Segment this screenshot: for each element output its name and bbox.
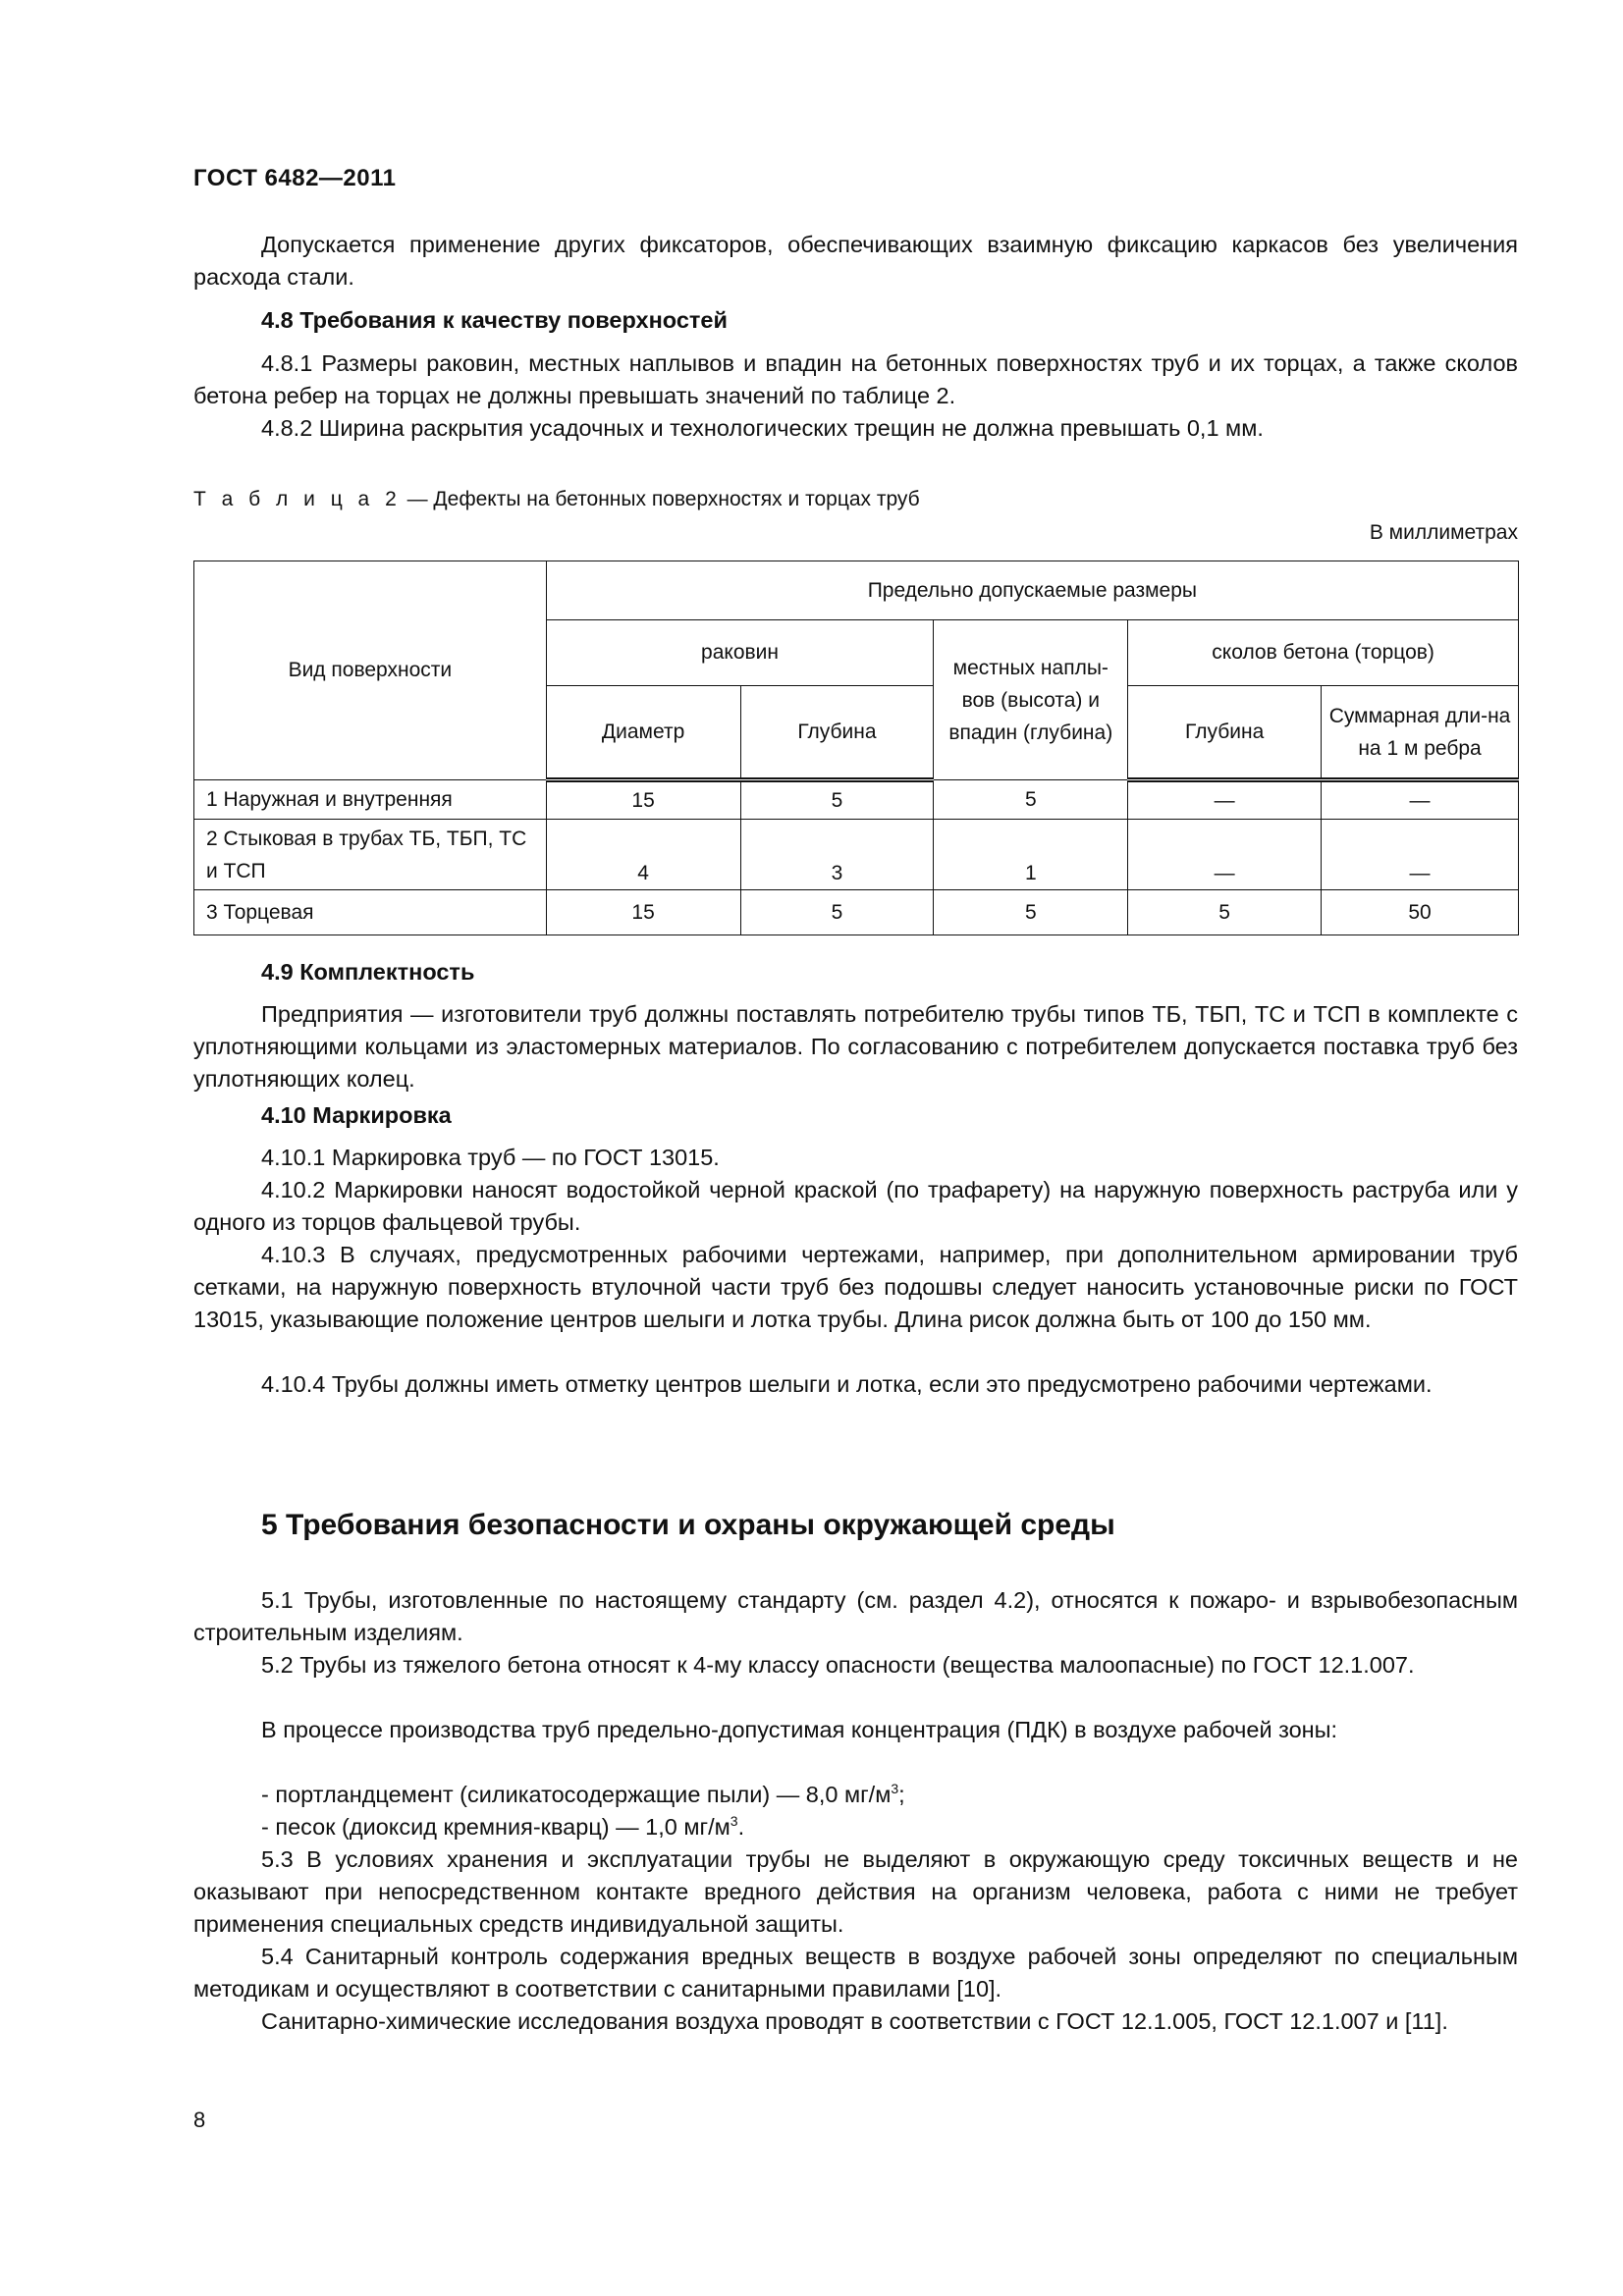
cell-chips-depth: — bbox=[1128, 780, 1322, 820]
header-shells: раковин bbox=[546, 620, 934, 686]
cell-diameter: 15 bbox=[546, 890, 740, 935]
defects-table bbox=[193, 561, 1519, 935]
paragraph-4-9: Предприятия — изготовители труб должны поставлять потребителю трубы типов ТБ, ТБП, ТС и ТСП в комплекте с уплотняющими кольцами из эластомерных материалов. По согласованию с потребителем допускается поставка труб без уплотняющих колец. bbox=[193, 1001, 1518, 1092]
header-sags: местных наплы-вов (высота) и впадин (глубина) bbox=[934, 620, 1128, 780]
cell-depth: 3 bbox=[740, 820, 934, 890]
cell-surface: 2 Стыковая в трубах ТБ, ТБП, ТС и ТСП bbox=[194, 820, 547, 890]
section-4-10-heading: 4.10 Маркировка bbox=[261, 1102, 452, 1128]
superscript: 3 bbox=[891, 1781, 899, 1797]
table-caption-text: — Дефекты на бетонных поверхностях и торцах труб bbox=[401, 488, 920, 510]
table-row bbox=[194, 780, 1519, 820]
list-item-end: ; bbox=[898, 1782, 905, 1807]
paragraph-4-10-3: 4.10.3 В случаях, предусмотренных рабочими чертежами, например, при дополнительном армировании труб сетками, на наружную поверхность втулочной части труб без подошвы следует наносить установочные риски по ГОСТ 13015, указывающие положение центров шелыги и лотка трубы. Длина рисок должна быть от 100 до 150 мм. bbox=[193, 1242, 1518, 1332]
section-5-heading: 5 Требования безопасности и охраны окружающей среды bbox=[261, 1509, 1115, 1541]
cell-depth: 5 bbox=[740, 890, 934, 935]
cell-chips-total: — bbox=[1322, 780, 1519, 820]
cell-depth: 5 bbox=[740, 780, 934, 820]
table-row bbox=[194, 890, 1519, 935]
header-depth: Глубина bbox=[740, 686, 934, 780]
cell-surface: 3 Торцевая bbox=[194, 890, 547, 935]
header-chips-total-length: Суммарная дли-на на 1 м ребра bbox=[1322, 686, 1519, 780]
header-chips: сколов бетона (торцов) bbox=[1128, 620, 1519, 686]
header-allowed-limits: Предельно допускаемые размеры bbox=[546, 561, 1518, 620]
list-item-end: . bbox=[737, 1814, 745, 1840]
section-4-8-heading: 4.8 Требования к качеству поверхностей bbox=[261, 307, 728, 333]
cell-diameter: 15 bbox=[546, 780, 740, 820]
page-number: 8 bbox=[193, 2108, 206, 2132]
cell-chips-total: 50 bbox=[1322, 890, 1519, 935]
header-diameter: Диаметр bbox=[546, 686, 740, 780]
cell-sags: 5 bbox=[934, 780, 1128, 820]
list-item-text: - песок (диоксид кремния-кварц) — 1,0 мг/м bbox=[261, 1814, 730, 1840]
cell-sags: 5 bbox=[934, 890, 1128, 935]
table-units: В миллиметрах bbox=[1369, 521, 1518, 544]
paragraph-5-2: 5.2 Трубы из тяжелого бетона относят к 4-му классу опасности (вещества малоопасные) по ГОСТ 12.1.007. bbox=[261, 1652, 1415, 1678]
cell-diameter: 4 bbox=[546, 820, 740, 890]
list-item-text: - портландцемент (силикатосодержащие пыли) — 8,0 мг/м bbox=[261, 1782, 892, 1807]
cell-surface: 1 Наружная и внутренняя bbox=[194, 780, 547, 820]
document-code-header: ГОСТ 6482—2011 bbox=[193, 165, 397, 191]
table-caption bbox=[193, 488, 920, 511]
paragraph-5-4: 5.4 Санитарный контроль содержания вредных веществ в воздухе рабочей зоны определяют по специальным методикам и осуществляют в соответствии с санитарными правилами [10]. bbox=[193, 1944, 1518, 2002]
superscript: 3 bbox=[730, 1813, 738, 1830]
paragraph-4-8-2: 4.8.2 Ширина раскрытия усадочных и технологических трещин не должна превышать 0,1 мм. bbox=[261, 415, 1264, 441]
list-item-sand bbox=[193, 1811, 1518, 1843]
paragraph-sanitary-chemical: Санитарно-химические исследования воздуха проводят в соответствии с ГОСТ 12.1.005, ГОСТ 12.1.007 и [11]. bbox=[261, 2008, 1448, 2034]
paragraph-5-3: 5.3 В условиях хранения и эксплуатации трубы не выделяют в окружающую среду токсичных веществ и не оказывают при непосредственном контакте вредного действия на организм человека, работа с ними не требует применения специальных средств индивидуальной защиты. bbox=[193, 1846, 1518, 1937]
paragraph-4-10-2: 4.10.2 Маркировки наносят водостойкой черной краской (по трафарету) на наружную поверхность раструба или у одного из торцов фальцевой трубы. bbox=[193, 1177, 1518, 1235]
paragraph-5-pdk: В процессе производства труб предельно-допустимая концентрация (ПДК) в воздухе рабочей зоны: bbox=[261, 1717, 1338, 1742]
paragraph-5-1: 5.1 Трубы, изготовленные по настоящему стандарту (см. раздел 4.2), относятся к пожаро- и взрывобезопасным строительным изделиям. bbox=[193, 1587, 1518, 1645]
cell-chips-depth: — bbox=[1128, 820, 1322, 890]
cell-sags: 1 bbox=[934, 820, 1128, 890]
list-item-portland-cement bbox=[193, 1779, 1518, 1811]
header-surface-type: Вид поверхности bbox=[194, 561, 547, 780]
paragraph-4-8-1: 4.8.1 Размеры раковин, местных наплывов и впадин на бетонных поверхностях труб и их торцах, а также сколов бетона ребер на торцах не должны превышать значений по таблице 2. bbox=[193, 350, 1518, 408]
paragraph-4-10-1: 4.10.1 Маркировка труб — по ГОСТ 13015. bbox=[261, 1145, 720, 1170]
header-chips-depth: Глубина bbox=[1128, 686, 1322, 780]
cell-chips-depth: 5 bbox=[1128, 890, 1322, 935]
table-row bbox=[194, 820, 1519, 890]
paragraph-4-10-4: 4.10.4 Трубы должны иметь отметку центров шелыги и лотка, если это предусмотрено рабочими чертежами. bbox=[261, 1371, 1433, 1397]
intro-paragraph: Допускается применение других фиксаторов, обеспечивающих взаимную фиксацию каркасов без увеличения расхода стали. bbox=[193, 232, 1518, 290]
cell-chips-total: — bbox=[1322, 820, 1519, 890]
section-4-9-heading: 4.9 Комплектность bbox=[261, 959, 475, 985]
table-caption-label: Т а б л и ц а 2 bbox=[193, 488, 402, 510]
